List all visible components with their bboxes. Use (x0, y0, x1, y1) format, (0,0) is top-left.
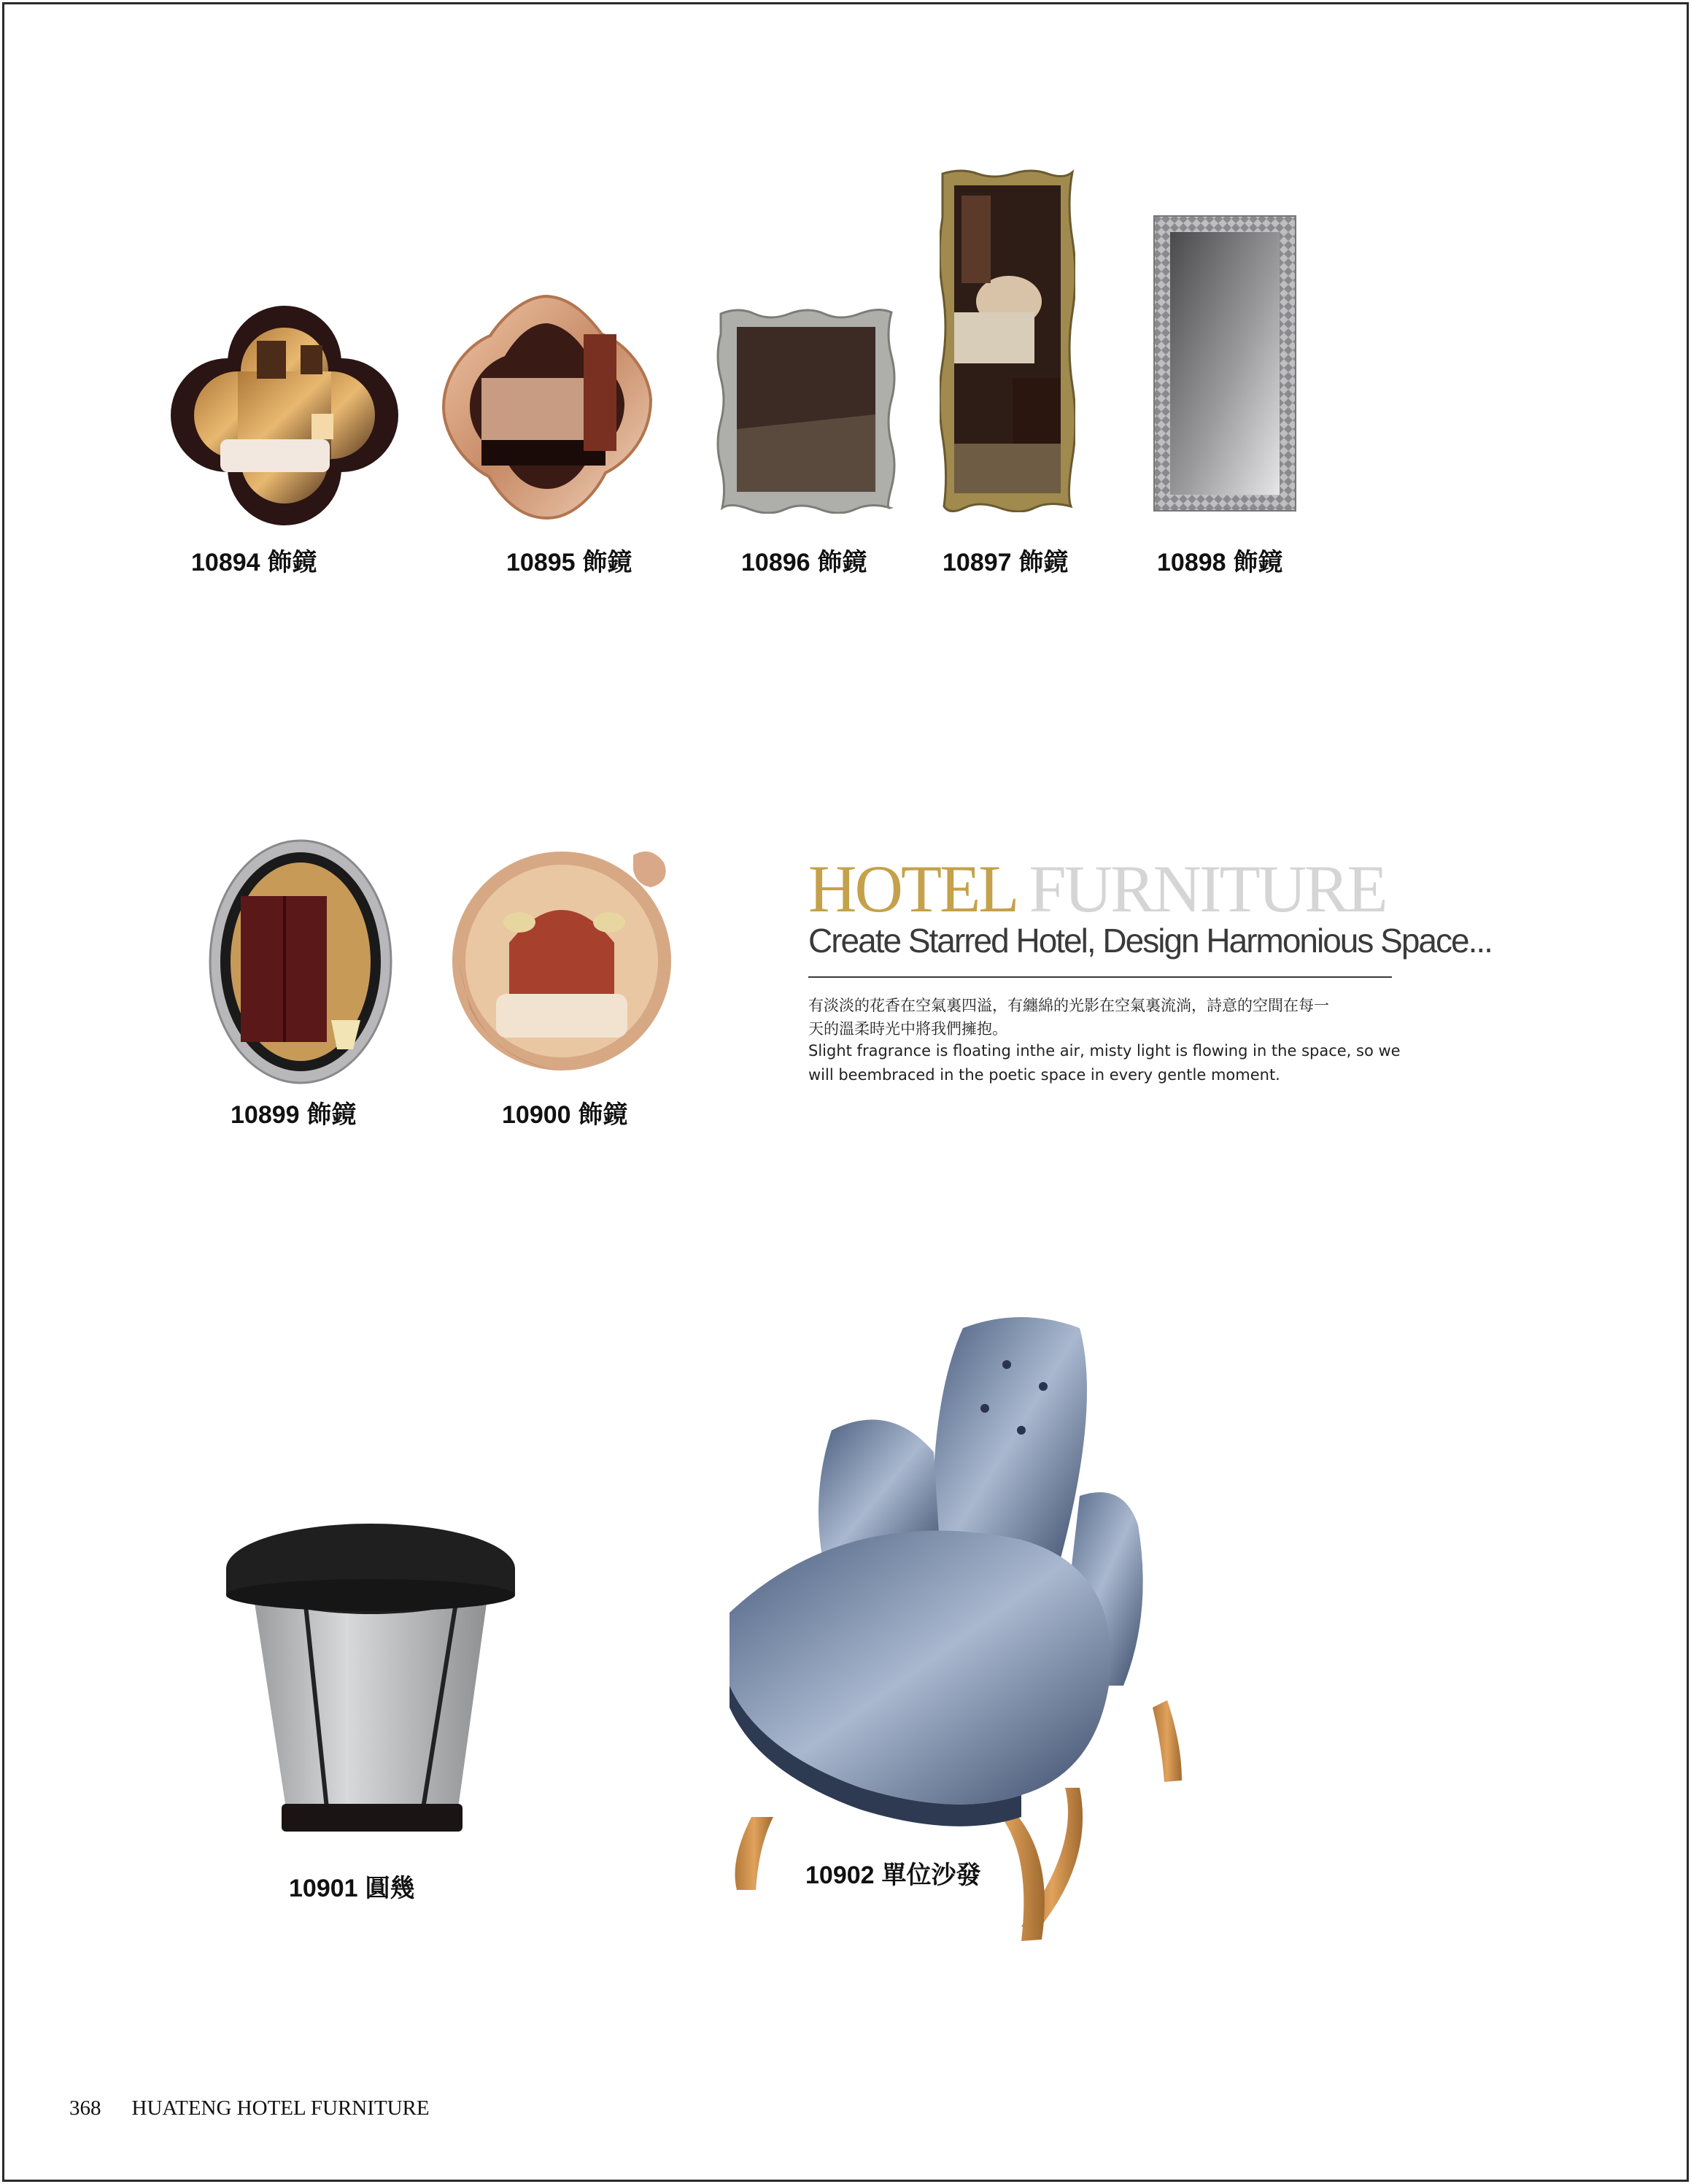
headline-word-furniture: FURNITURE (1029, 852, 1386, 926)
headline-word-hotel: HOTEL (808, 852, 1018, 926)
product-code: 10894 (191, 549, 260, 576)
description-en-line2: will beembraced in the poetic space in every gentle moment. (808, 1066, 1280, 1084)
tagline: Create Starred Hotel, Design Harmonious Space... (808, 922, 1492, 960)
armchair-icon (715, 1306, 1204, 1941)
quatrefoil-mirror-icon (169, 304, 400, 527)
tall-wavy-mirror-icon (940, 166, 1075, 512)
product-caption (289, 1868, 415, 1904)
ornate-diamond-mirror-icon (438, 290, 657, 524)
product-code: 10902 (805, 1861, 875, 1889)
product-code: 10899 (231, 1101, 300, 1129)
product-code: 10900 (502, 1101, 571, 1129)
product-caption (191, 542, 317, 578)
footer-brand: HUATENG HOTEL FURNITURE (131, 2096, 430, 2120)
product-name: 飾鏡 (578, 1101, 628, 1129)
product-name: 飾鏡 (582, 549, 632, 576)
page-footer (69, 2096, 430, 2121)
product-name: 飾鏡 (1233, 549, 1283, 576)
description-zh-line1: 有淡淡的花香在空氣裏四溢，有纏綿的光影在空氣裏流淌，詩意的空間在每一 (808, 997, 1329, 1014)
product-caption (506, 542, 632, 578)
page-number: 368 (69, 2096, 101, 2120)
product-code: 10895 (506, 549, 576, 576)
headline (808, 852, 1386, 926)
product-name: 飾鏡 (267, 549, 317, 576)
product-caption (741, 542, 867, 578)
product-name: 飾鏡 (306, 1101, 357, 1129)
product-code: 10897 (943, 549, 1012, 576)
oval-mirror-icon (207, 838, 394, 1086)
round-floral-mirror-icon (452, 841, 676, 1076)
description-zh-line2: 天的溫柔時光中將我們擁抱。 (808, 1020, 1007, 1038)
product-name: 飾鏡 (817, 549, 867, 576)
product-code: 10901 (289, 1875, 358, 1902)
product-name: 飾鏡 (1018, 549, 1069, 576)
product-caption (502, 1095, 628, 1130)
product-caption (805, 1855, 981, 1891)
product-caption (943, 542, 1069, 578)
tagline-divider (808, 976, 1392, 978)
floor-mirror-icon (1153, 215, 1297, 512)
product-caption (231, 1095, 357, 1130)
product-name: 單位沙發 (881, 1861, 981, 1889)
description-en-line1: Slight fragrance is floating inthe air, misty light is flowing in the space, so we (808, 1042, 1401, 1060)
product-code: 10896 (741, 549, 810, 576)
product-code: 10898 (1157, 549, 1226, 576)
wavy-frame-mirror-icon (716, 305, 896, 514)
product-name: 圓幾 (365, 1875, 415, 1902)
round-stool-icon (223, 1518, 518, 1837)
product-caption (1157, 542, 1283, 578)
